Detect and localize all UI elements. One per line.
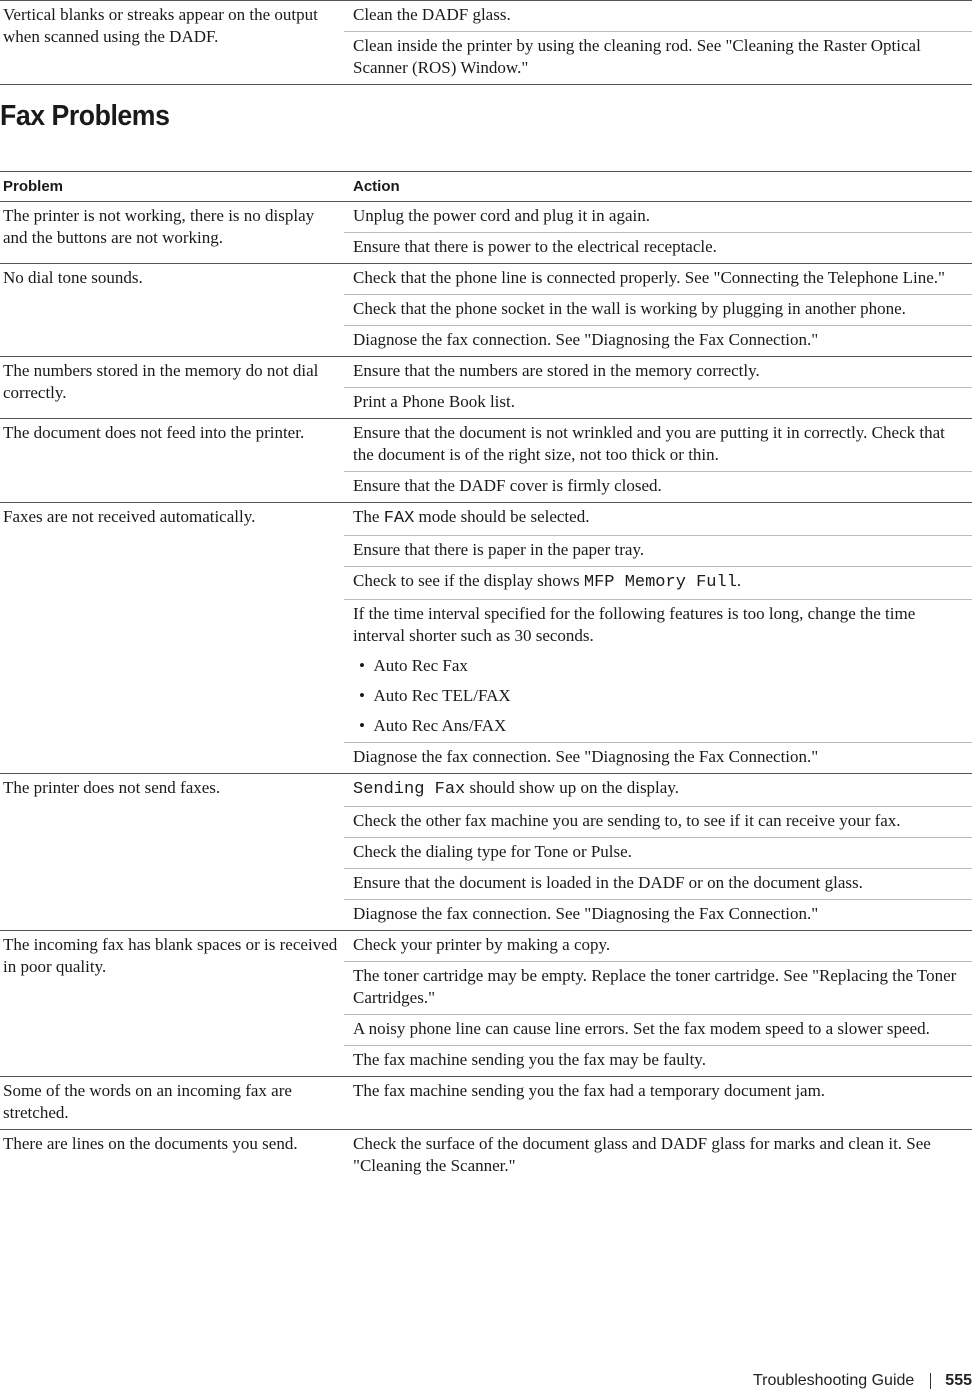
action-text: If the time interval specified for the following features is too long, change the time interval shorter such as 30 seconds.	[353, 604, 916, 645]
section-heading: Fax Problems	[0, 100, 170, 132]
bullet-item: • Auto Rec Fax	[359, 656, 468, 675]
action-text: mode should be selected.	[414, 507, 590, 526]
action-cell: Check the other fax machine you are sending to, to see if it can receive your fax.	[344, 807, 972, 838]
problem-cell: The numbers stored in the memory do not dial correctly.	[0, 357, 344, 419]
action-text: Check to see if the display shows	[353, 571, 584, 590]
action-cell: Diagnose the fax connection. See "Diagnosing the Fax Connection."	[344, 326, 972, 357]
problem-cell: Vertical blanks or streaks appear on the output when scanned using the DADF.	[0, 1, 344, 85]
problem-cell: The document does not feed into the printer.	[0, 419, 344, 503]
action-cell: Check that the phone line is connected properly. See "Connecting the Telephone Line."	[344, 264, 972, 295]
column-header-problem: Problem	[0, 172, 344, 202]
display-code: FAX	[383, 509, 415, 528]
page-footer	[753, 1372, 972, 1390]
bullet-text: Auto Rec Ans/FAX	[373, 716, 507, 735]
action-cell: Diagnose the fax connection. See "Diagnosing the Fax Connection."	[344, 743, 972, 774]
action-cell: Check your printer by making a copy.	[344, 931, 972, 962]
action-cell: Clean the DADF glass.	[344, 1, 972, 32]
action-text: The	[353, 507, 384, 526]
display-code: MFP Memory Full	[583, 573, 737, 592]
action-text: should show up on the display.	[465, 778, 679, 797]
action-cell: A noisy phone line can cause line errors. Set the fax modem speed to a slower speed.	[344, 1015, 972, 1046]
action-cell: Ensure that the document is loaded in the DADF or on the document glass.	[344, 869, 972, 900]
problem-cell: The printer does not send faxes.	[0, 774, 344, 931]
footer-divider	[930, 1373, 931, 1389]
action-cell: Check that the phone socket in the wall is working by plugging in another phone.	[344, 295, 972, 326]
action-cell: Print a Phone Book list.	[344, 388, 972, 419]
problem-cell: There are lines on the documents you send.	[0, 1130, 344, 1183]
top-table	[0, 0, 972, 85]
problem-cell: Some of the words on an incoming fax are stretched.	[0, 1077, 344, 1130]
footer-section-title: Troubleshooting Guide	[753, 1372, 915, 1389]
action-cell: Clean inside the printer by using the cleaning rod. See "Cleaning the Raster Optical Scanner (ROS) Window."	[344, 32, 972, 85]
action-cell	[344, 600, 972, 743]
action-cell: Ensure that the numbers are stored in the memory correctly.	[344, 357, 972, 388]
bullet-item: • Auto Rec TEL/FAX	[359, 686, 511, 705]
bullet-text: Auto Rec TEL/FAX	[373, 686, 511, 705]
action-cell: Ensure that there is power to the electrical receptacle.	[344, 233, 972, 264]
column-header-action: Action	[344, 172, 972, 202]
action-cell: Ensure that the DADF cover is firmly closed.	[344, 472, 972, 503]
bullet-item: • Auto Rec Ans/FAX	[359, 716, 507, 735]
fax-problems-table	[0, 171, 972, 1182]
action-cell: Ensure that the document is not wrinkled and you are putting it in correctly. Check that the document is of the right size, not too thick or thin.	[344, 419, 972, 472]
problem-cell: No dial tone sounds.	[0, 264, 344, 357]
action-cell: The toner cartridge may be empty. Replace the toner cartridge. See "Replacing the Toner Cartridges."	[344, 962, 972, 1015]
action-cell	[344, 774, 972, 807]
action-cell: Diagnose the fax connection. See "Diagnosing the Fax Connection."	[344, 900, 972, 931]
problem-cell: The printer is not working, there is no display and the buttons are not working.	[0, 202, 344, 264]
display-code: Sending Fax	[353, 780, 466, 799]
problem-cell: The incoming fax has blank spaces or is received in poor quality.	[0, 931, 344, 1077]
problem-cell: Faxes are not received automatically.	[0, 503, 344, 774]
action-cell	[344, 567, 972, 600]
page-number: 555	[945, 1372, 972, 1389]
action-text: .	[736, 571, 742, 590]
action-cell: The fax machine sending you the fax may be faulty.	[344, 1046, 972, 1077]
action-cell: Check the dialing type for Tone or Pulse.	[344, 838, 972, 869]
bullet-text: Auto Rec Fax	[373, 656, 468, 675]
action-cell: Check the surface of the document glass and DADF glass for marks and clean it. See "Cleaning the Scanner."	[344, 1130, 972, 1183]
action-cell: The fax machine sending you the fax had a temporary document jam.	[344, 1077, 972, 1130]
action-cell	[344, 503, 972, 536]
action-cell: Ensure that there is paper in the paper tray.	[344, 536, 972, 567]
action-cell: Unplug the power cord and plug it in again.	[344, 202, 972, 233]
